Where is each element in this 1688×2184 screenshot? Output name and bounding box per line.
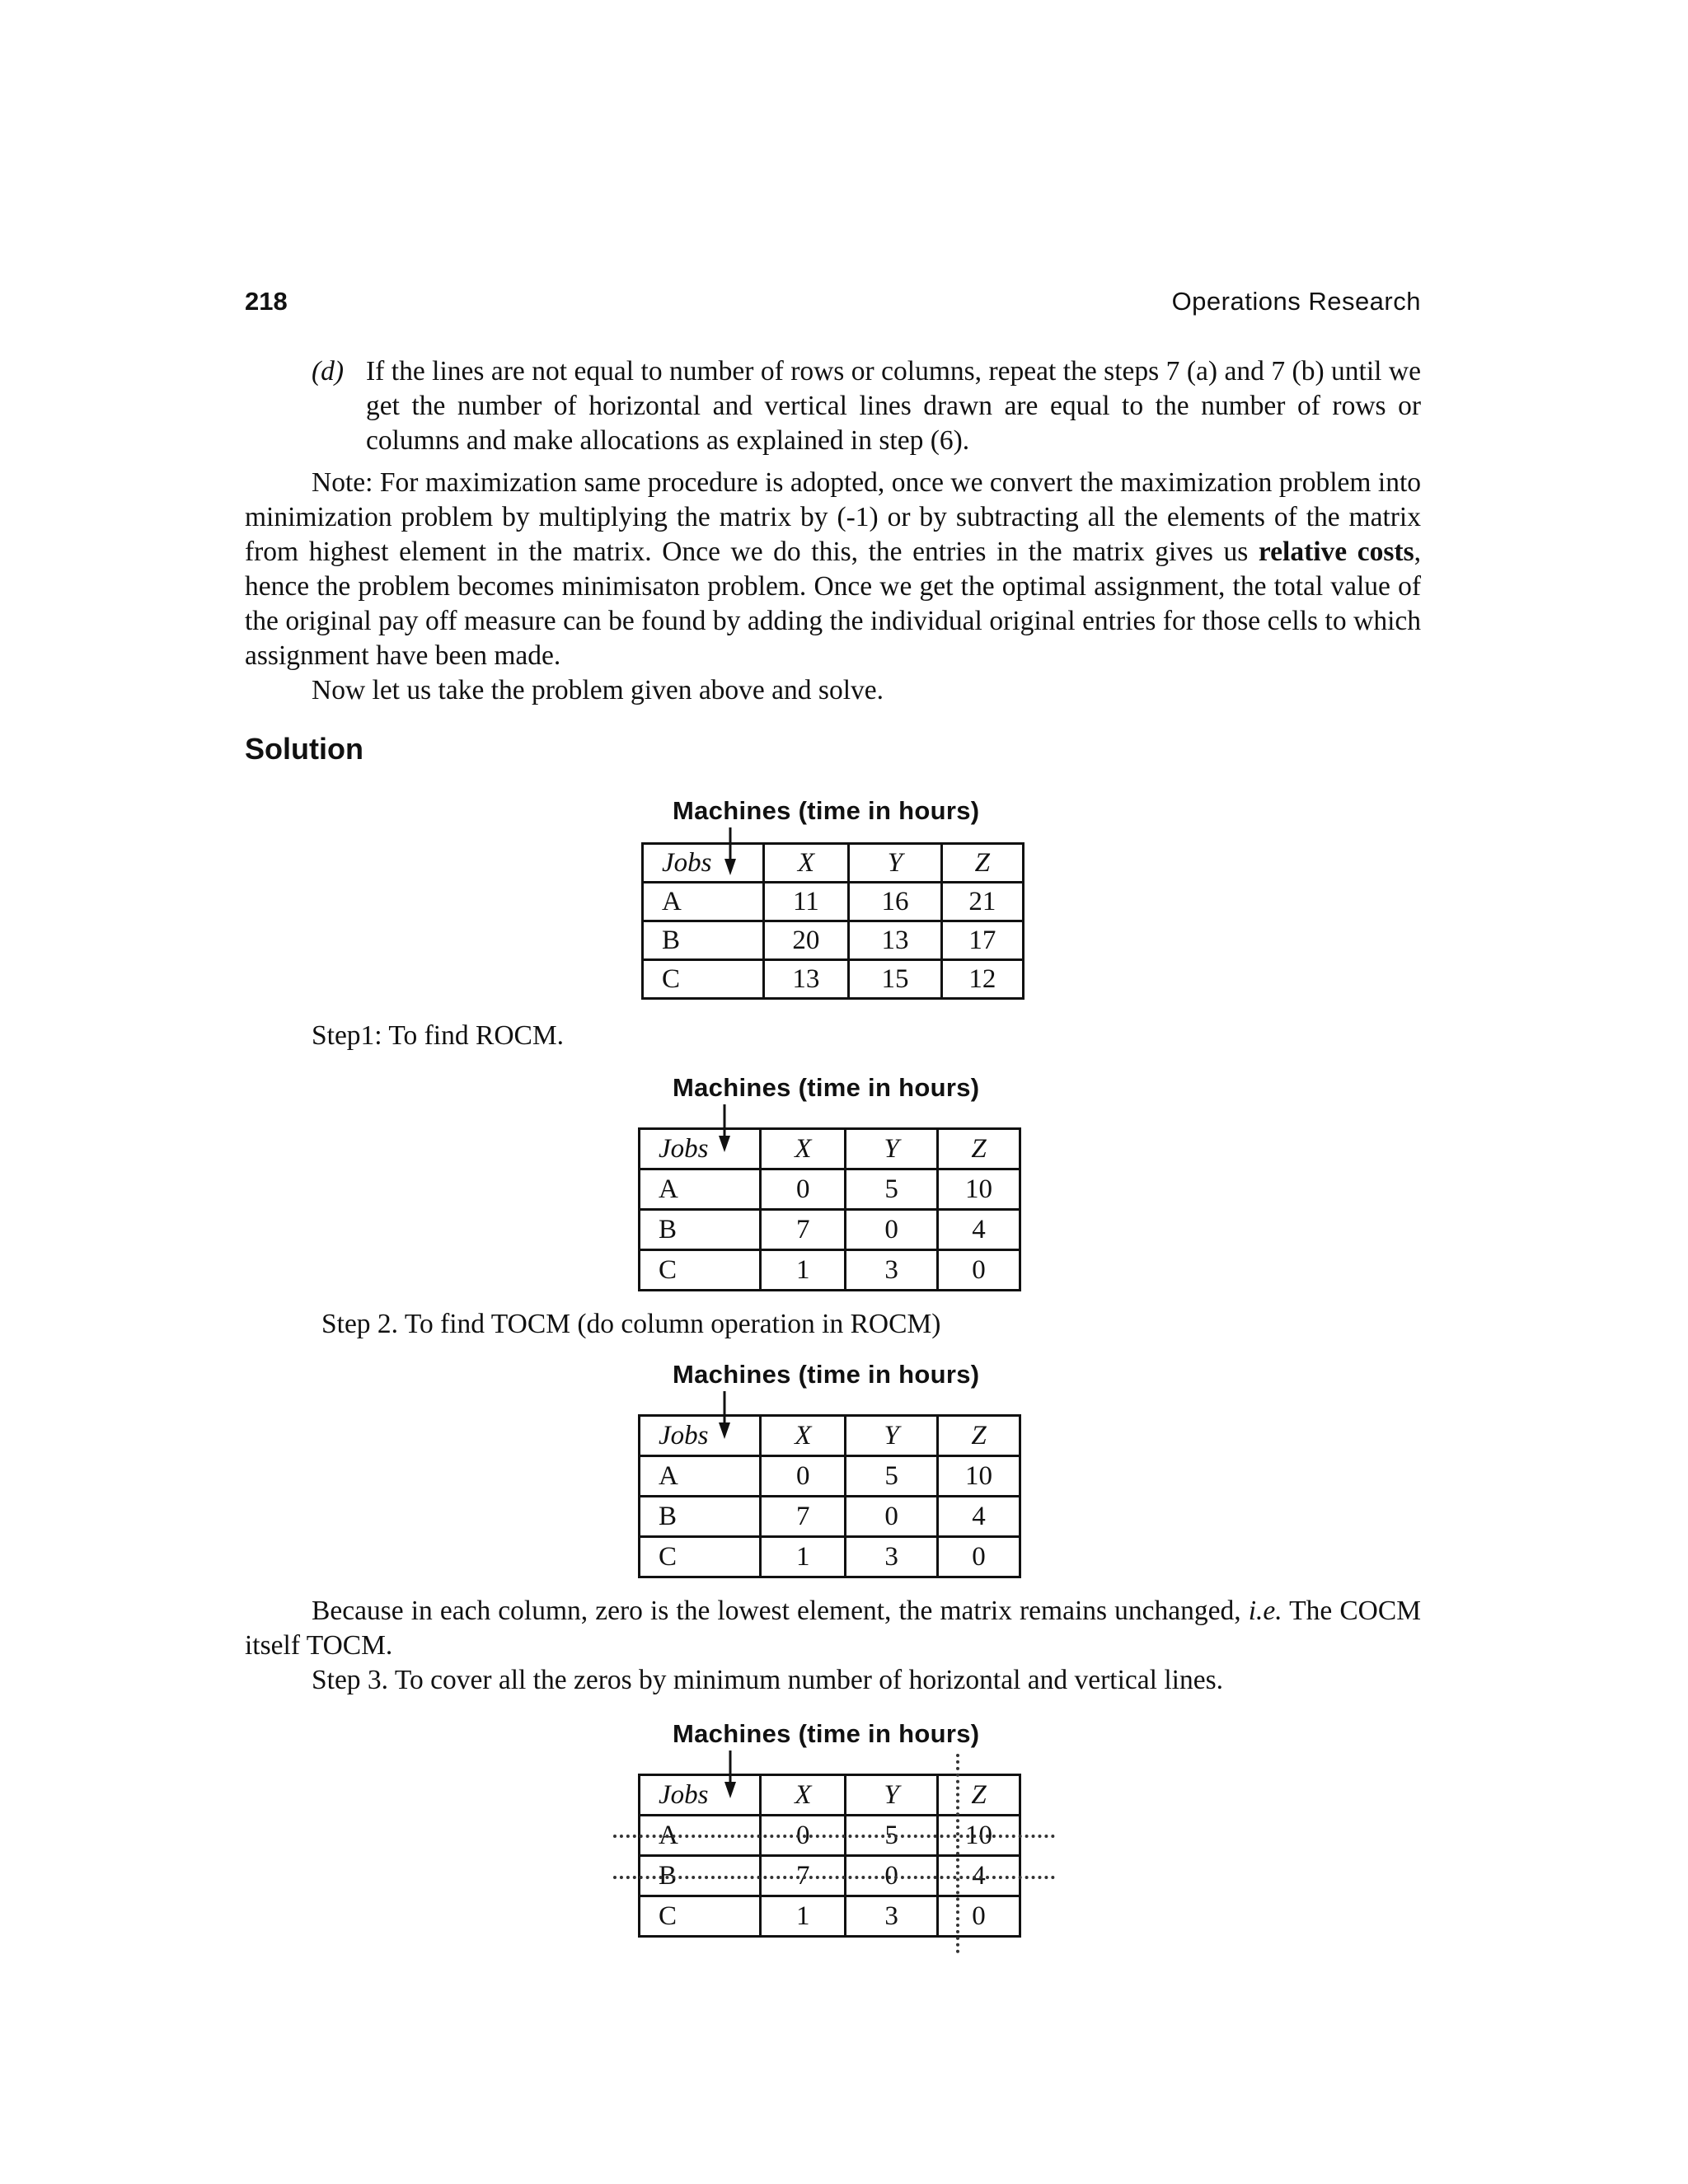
value-cell: 0: [761, 1169, 846, 1210]
value-cell: 4: [937, 1497, 1020, 1537]
header-cell: Z: [941, 844, 1023, 883]
solution-heading: Solution: [245, 732, 363, 766]
header-cell: X: [761, 1129, 846, 1169]
running-title: Operations Research: [1171, 287, 1421, 316]
value-cell: 7: [761, 1856, 846, 1896]
value-cell: 7: [761, 1497, 846, 1537]
value-cell: 0: [937, 1537, 1020, 1577]
value-cell: 17: [941, 921, 1023, 960]
value-cell: 12: [941, 960, 1023, 999]
page-header: [245, 287, 1421, 316]
table-row: [640, 1497, 1020, 1537]
note-paragraph: Note: For maximization same procedure is adopted, once we convert the maximization problem into minimization problem by multiplying the matrix by (-1) or by subtracting all the elements of the matrix from highest element in the matrix. Once we do this, the entries in the matrix gives us relative costs, hence the problem becomes minimisaton problem. Once we get the optimal assignment, the total value of the original pay off measure can be found by adding the individual original entries for those cells to which assignment have been made.: [245, 467, 1421, 671]
row-label-cell: C: [640, 1537, 761, 1577]
value-cell: 7: [761, 1210, 846, 1250]
header-cell: Y: [846, 1416, 938, 1456]
table-row: [640, 1896, 1020, 1937]
header-cell: X: [761, 1416, 846, 1456]
table-header-row: [640, 1416, 1020, 1456]
value-cell: 0: [761, 1816, 846, 1856]
step1-text: Step1: To find ROCM.: [312, 1020, 565, 1051]
value-cell: 5: [846, 1456, 938, 1497]
list-item-text: If the lines are not equal to number of rows or columns, repeat the steps 7 (a) and 7 (b) until we get the number of horizontal and vertical lines drawn are equal to the number of rows or columns and make allocations as explained in step (6).: [366, 356, 1421, 456]
header-cell: Jobs: [640, 1416, 761, 1456]
value-cell: 10: [937, 1169, 1020, 1210]
table-row: [640, 1537, 1020, 1577]
row-label-cell: A: [640, 1456, 761, 1497]
row-label-cell: B: [640, 1497, 761, 1537]
matrix-table-covered: [638, 1774, 1021, 1938]
row-label-cell: C: [640, 1250, 761, 1291]
header-cell: Y: [846, 1129, 938, 1169]
cover-line-col-z: [956, 1754, 959, 1953]
value-cell: 13: [763, 960, 849, 999]
header-cell: X: [761, 1775, 846, 1816]
row-label-cell: A: [643, 883, 764, 921]
value-cell: 5: [846, 1169, 938, 1210]
header-cell: Y: [849, 844, 941, 883]
header-cell: Z: [937, 1416, 1020, 1456]
value-cell: 3: [846, 1896, 938, 1937]
table-header-row: [640, 1129, 1020, 1169]
value-cell: 0: [937, 1896, 1020, 1937]
page-number: 218: [245, 287, 288, 316]
row-label-cell: A: [640, 1169, 761, 1210]
list-item-label: (d): [312, 356, 345, 387]
row-label-cell: C: [640, 1896, 761, 1937]
table-row: [643, 883, 1024, 921]
value-cell: 4: [937, 1210, 1020, 1250]
value-cell: 1: [761, 1250, 846, 1291]
value-cell: 10: [937, 1816, 1020, 1856]
table-row: [640, 1169, 1020, 1210]
value-cell: 11: [763, 883, 849, 921]
header-cell: Z: [937, 1775, 1020, 1816]
table-caption: Machines (time in hours): [673, 1719, 980, 1748]
value-cell: 21: [941, 883, 1023, 921]
value-cell: 5: [846, 1816, 938, 1856]
header-cell: Jobs: [640, 1775, 761, 1816]
value-cell: 1: [761, 1896, 846, 1937]
cover-line-row-a: [613, 1835, 1055, 1838]
row-label-cell: A: [640, 1816, 761, 1856]
value-cell: 3: [846, 1537, 938, 1577]
because-paragraph: Because in each column, zero is the lowest element, the matrix remains unchanged, i.e. The COCM itself TOCM.: [245, 1596, 1421, 1661]
value-cell: 10: [937, 1456, 1020, 1497]
value-cell: 4: [937, 1856, 1020, 1896]
value-cell: 13: [849, 921, 941, 960]
value-cell: 16: [849, 883, 941, 921]
list-item-d: [312, 354, 1421, 458]
value-cell: 0: [846, 1497, 938, 1537]
value-cell: 3: [846, 1250, 938, 1291]
table-caption: Machines (time in hours): [673, 796, 980, 825]
value-cell: 20: [763, 921, 849, 960]
table-row: [640, 1456, 1020, 1497]
header-cell: Z: [937, 1129, 1020, 1169]
header-cell: X: [763, 844, 849, 883]
row-label-cell: B: [643, 921, 764, 960]
value-cell: 0: [846, 1210, 938, 1250]
table-caption: Machines (time in hours): [673, 1360, 980, 1389]
header-cell: Jobs: [640, 1129, 761, 1169]
row-label-cell: B: [640, 1210, 761, 1250]
intro-line: Now let us take the problem given above and solve.: [312, 675, 884, 705]
header-cell: Jobs: [643, 844, 764, 883]
value-cell: 1: [761, 1537, 846, 1577]
table-row: [643, 921, 1024, 960]
table-row: [640, 1250, 1020, 1291]
step2-text: Step 2. To find TOCM (do column operation in ROCM): [321, 1309, 941, 1339]
table-header-row: [643, 844, 1024, 883]
header-cell: Y: [846, 1775, 938, 1816]
matrix-table-rocm: [638, 1127, 1021, 1291]
cover-line-row-b: [613, 1876, 1055, 1879]
row-label-cell: B: [640, 1856, 761, 1896]
table-header-row: [640, 1775, 1020, 1816]
matrix-table-tocm: [638, 1414, 1021, 1578]
value-cell: 0: [846, 1856, 938, 1896]
value-cell: 0: [937, 1250, 1020, 1291]
value-cell: 15: [849, 960, 941, 999]
bold-term: relative costs: [1258, 537, 1414, 567]
row-label-cell: C: [643, 960, 764, 999]
table-row: [640, 1210, 1020, 1250]
table-row: [643, 960, 1024, 999]
matrix-table-original: [641, 842, 1025, 1000]
value-cell: 0: [761, 1456, 846, 1497]
step3-text: Step 3. To cover all the zeros by minimum number of horizontal and vertical lines.: [312, 1665, 1223, 1695]
table-caption: Machines (time in hours): [673, 1073, 980, 1102]
